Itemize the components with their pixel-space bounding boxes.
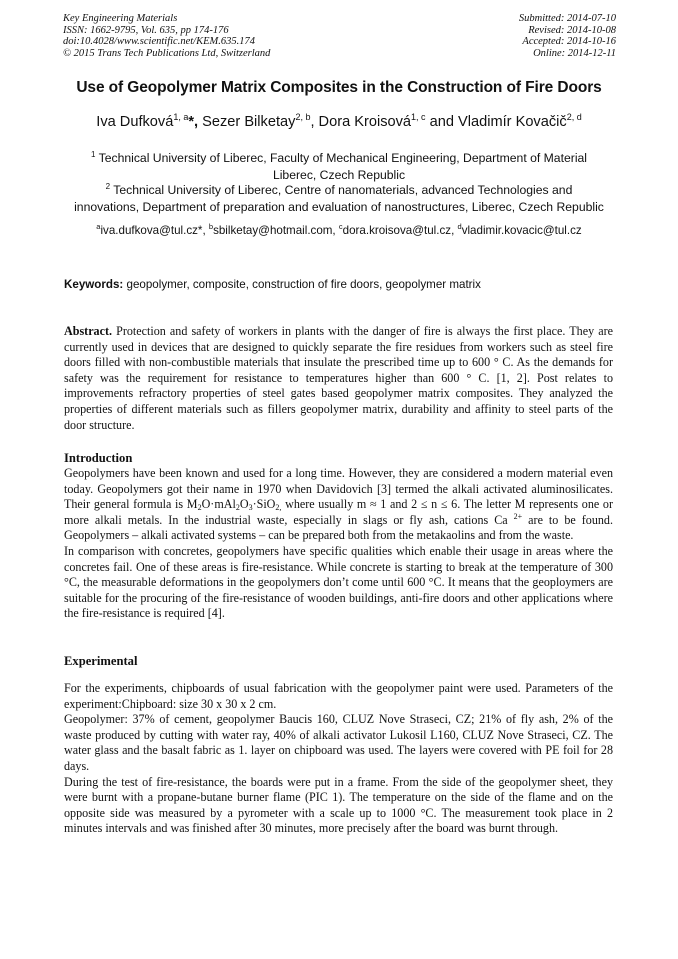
abstract [64, 324, 613, 433]
abstract-label: Abstract. [64, 324, 113, 338]
keywords-label: Keywords: [64, 278, 124, 291]
affiliation-2-number: 2 [105, 182, 111, 191]
email-list: $^a$iva.dufkova@tul.cz*, $^b$sbilketay@hotmail.com, $^c$dora.kroisova@tul.cz, $^d$vladimir.kovacic@tul.cz [96, 222, 582, 237]
affiliation-1-line-1: Technical University of Liberec, Faculty of Mechanical Engineering, Department of Material [95, 151, 588, 165]
keywords [64, 278, 624, 291]
experimental-heading: Experimental [64, 654, 138, 668]
experimental-paragraph-2: Geopolymer: 37% of cement, geopolymer Baucis 160, CLUZ Nove Straseci, CZ; 21% of fly ash, 2% of the waste produced by cutting with water ray, 40% of alkali activator Lukosil L160, CLUZ Nove Straseci, CZ. The water glass and the basalt fabric as 1. layer on chipboard was used. The layers were covered with PE foil for 28 days. [64, 712, 613, 773]
dates-header [519, 13, 616, 59]
journal-header [63, 13, 270, 59]
email-c: dora.kroisova@tul.cz, [342, 224, 458, 237]
affiliation-1 [0, 150, 678, 183]
author-2-affil: 2, b [295, 112, 311, 122]
affiliation-1-line-2: Liberec, Czech Republic [272, 167, 406, 182]
email-b: sbilketay@hotmail.com, [213, 224, 339, 237]
author-4-affil: 2, d [566, 112, 582, 122]
keywords-text: geopolymer, composite, construction of fire doors, geopolymer matrix [123, 278, 481, 291]
author-1-affil: 1, a [173, 112, 189, 122]
email-a: iva.dufkova@tul.cz*, [100, 224, 209, 237]
revised-date: Revised: 2014-10-08 [528, 24, 616, 36]
affiliation-1-number: 1 [90, 150, 96, 159]
accepted-date: Accepted: 2014-10-16 [522, 36, 616, 47]
online-date: Online: 2014-12-11 [533, 47, 616, 59]
author-2: Sezer Bilketay [198, 114, 296, 130]
copyright-line: © 2015 Trans Tech Publications Ltd, Switzerland [63, 47, 271, 59]
experimental-paragraph-3: During the test of fire-resistance, the boards were put in a frame. From the side of the geopolymer sheet, they were burnt with a propane-butane burner flame (PIC 1). The temperature on the side of the flame and on the opposite side was measured by a pyrometer with a scale up to 1000 °C. The measurement took place in 2 minutes intervals and was finished after 30 minutes, more precisely after the board was burnt through. [64, 774, 613, 836]
experimental-paragraph-1: For the experiments, chipboards of usual fabrication with the geopolymer paint were used. Parameters of the experiment:Chipboard: size 30 x 30 x 2 cm. [64, 681, 613, 711]
author-1: Iva Dufková [96, 114, 174, 130]
experimental-body [64, 681, 613, 837]
email-d: vladimir.kovacic@tul.cz [461, 224, 582, 237]
issn-line: ISSN: 1662-9795, Vol. 635, pp 174-176 [63, 24, 229, 36]
introduction-paragraph-2: In comparison with concretes, geopolymers have specific qualities which enable their usage in areas where the concretes fail. One of these areas is fire-resistance. While concrete is starting to break at the temperature of 300 °C, the measurable deformations in the geopolymers don’t come until 600 °C. It means that the geoploymers are suitable for the procuring of the fire-resistance of wooden buildings, anti-fire doors and other applications where the fire-resistance is required [4]. [64, 543, 613, 621]
submitted-date: Submitted: 2014-07-10 [518, 13, 616, 24]
introduction-heading: Introduction [64, 451, 133, 465]
author-3-affil: 1, c [411, 112, 426, 122]
affiliation-2-line-2: innovations, Department of preparation and evaluation of nanostructures, Liberec, Czech Republic [74, 199, 604, 214]
journal-name: Key Engineering Materials [63, 13, 178, 24]
author-4: and Vladimír Kovačič [425, 114, 567, 130]
author-list [0, 114, 678, 130]
corresponding-mark: *, [188, 114, 199, 130]
affiliation-2 [0, 182, 678, 215]
introduction-paragraph-1: Geopolymers have been known and used for a long time. However, they are considered a modern material even today. Geopolymers got their name in 1970 when Davidovich [3] termed the alkali activated aluminosilicates. Their general formula is $M_2O\cdot mAl_2O_3\cdot SiO_{2,}$ where usually m ≈ 1 and 2 ≤ n ≤ 6. The letter M represents one or more alkali metals. In the industrial waste, especially in slags or fly ash, cations Ca $^{2+}$ are to be found. Geopolymers – alkali activated systems – can be prepared both from the metakaolins and from the waste. [64, 466, 613, 543]
paper-title: Use of Geopolymer Matrix Composites in the Construction of Fire Doors [76, 79, 602, 96]
abstract-text: Protection and safety of workers in plants with the danger of fire is always the first place. They are currently used in devices that are designed to quickly separate the fire residues from workers such as steel fire doors filled with non-combustible materials that insulate the prescribed time up to 600 ° C. As the demands for safety was the requirement for resistance to temperatures higher than 600 ° C. [1, 2]. Post relates to improvements refractory properties of steel gates based geopolymer matrix composites. They analyzed the properties of different materials such as fillers geopolymer matrix, durability and affinity to steel parts of the door structure. [64, 324, 613, 432]
author-3: , Dora Kroisová [310, 114, 412, 130]
affiliation-2-line-1: Technical University of Liberec, Centre of nanomaterials, advanced Technologies and [110, 183, 573, 197]
doi-line: doi:10.4028/www.scientific.net/KEM.635.174 [63, 36, 255, 47]
introduction-body [64, 466, 613, 622]
